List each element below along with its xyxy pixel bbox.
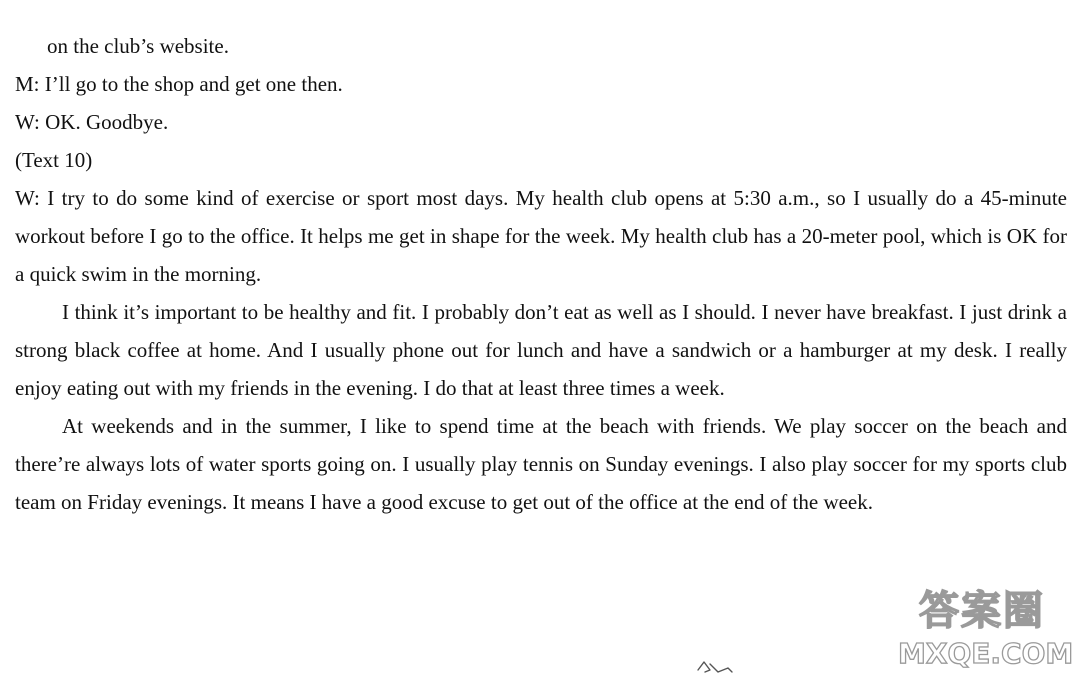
watermark-chars: 答案圈 <box>919 588 1045 634</box>
transcript-text <box>15 27 1067 521</box>
dialogue-line-w: W: OK. Goodbye. <box>15 110 169 134</box>
watermark-site: MXQE.COM <box>898 637 1074 670</box>
section-heading-text-10: (Text 10) <box>15 148 93 172</box>
continuation-line: on the club’s website. <box>47 34 229 58</box>
dialogue-line-m: M: I’ll go to the shop and get one then. <box>15 72 343 96</box>
paragraph-3: At weekends and in the summer, I like to spend time at the beach with friends. We play soccer on the beach and there’re always lots of water sports going on. I usually play tennis on Sunday evenings. I also play soccer for my sports club team on Friday evenings. It means I have a good excuse to get out of the office at the end of the week. <box>15 414 1067 514</box>
paragraph-2: I think it’s important to be healthy and fit. I probably don’t eat as well as I should. I never have breakfast. I just drink a strong black coffee at home. And I usually phone out for lunch and have a sandwich or a hamburger at my desk. I really enjoy eating out with my friends in the evening. I do that at least three times a week. <box>15 300 1067 400</box>
scribble-mark <box>696 656 736 676</box>
paragraph-1: W: I try to do some kind of exercise or sport most days. My health club opens at 5:30 a.m., so I usually do a 45-minute workout before I go to the office. It helps me get in shape for the week. My health club has a 20-meter pool, which is OK for a quick swim in the morning. <box>15 186 1067 286</box>
watermark-logo <box>898 588 1074 672</box>
